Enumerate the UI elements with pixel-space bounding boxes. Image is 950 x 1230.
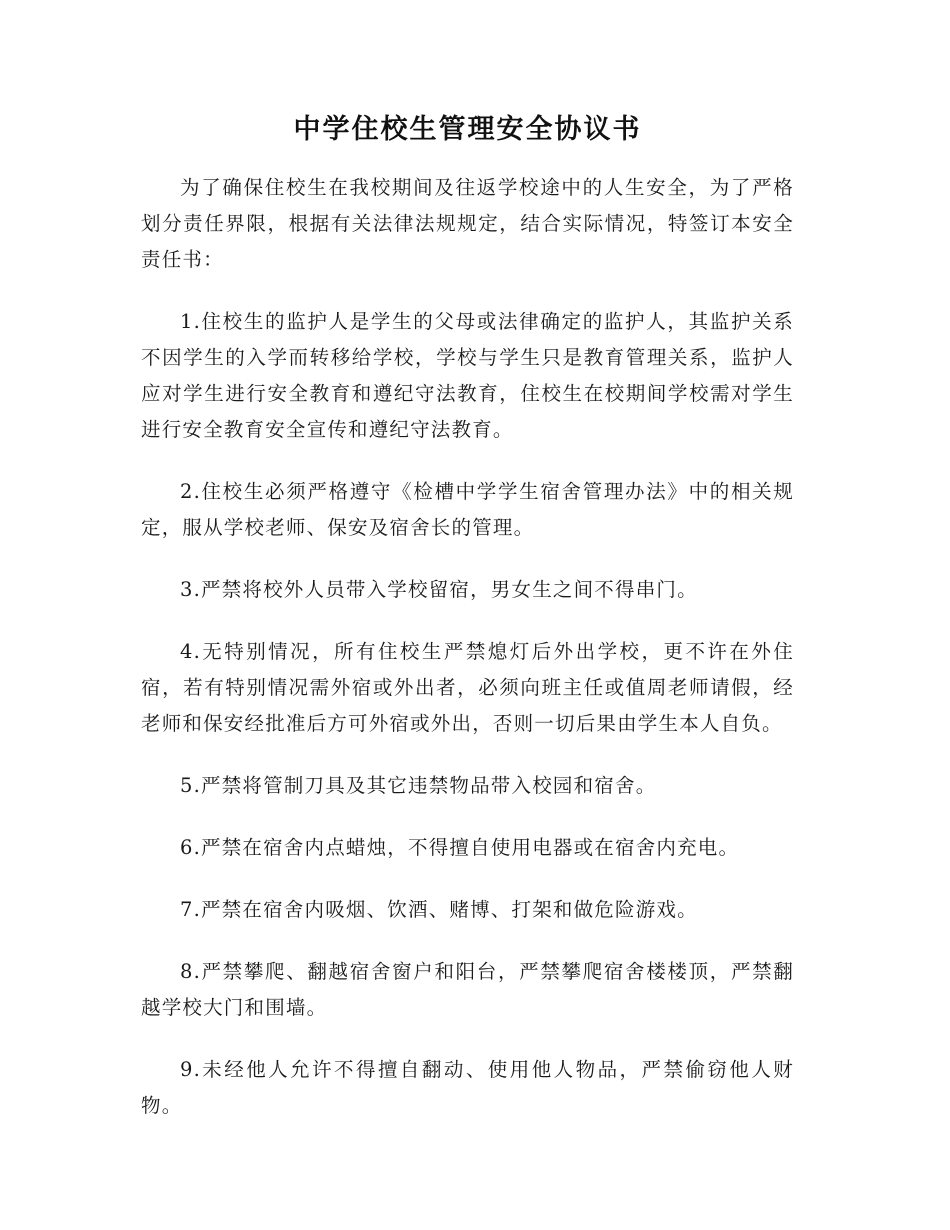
- clause-8: 8.严禁攀爬、翻越宿舍窗户和阳台，严禁攀爬宿舍楼楼顶，严禁翻越学校大门和围墙。: [141, 960, 794, 1019]
- intro-paragraph: 为了确保住校生在我校期间及往返学校途中的人生安全，为了严格划分责任界限，根据有关法律法规规定，结合实际情况，特签订本安全责任书：: [141, 176, 794, 271]
- clause-1: 1.住校生的监护人是学生的父母或法律确定的监护人，其监护关系不因学生的入学而转移给学校，学校与学生只是教育管理关系，监护人应对学生进行安全教育和遵纪守法教育，住校生在校期间学校需对学生进行安全教育安全宣传和遵纪守法教育。: [141, 310, 794, 441]
- clause-9: 9.未经他人允许不得擅自翻动、使用他人物品，严禁偷窃他人财物。: [141, 1058, 794, 1117]
- clause-3: 3.严禁将校外人员带入学校留宿，男女生之间不得串门。: [180, 578, 698, 601]
- clause-6: 6.严禁在宿舍内点蜡烛，不得擅自使用电器或在宿舍内充电。: [180, 836, 740, 859]
- clause-2: 2.住校生必须严格遵守《检槽中学学生宿舍管理办法》中的相关规定，服从学校老师、保安及宿舍长的管理。: [141, 480, 794, 539]
- clause-5: 5.严禁将管制刀具及其它违禁物品带入校园和宿舍。: [180, 774, 657, 797]
- clause-7: 7.严禁在宿舍内吸烟、饮酒、赌博、打架和做危险游戏。: [180, 898, 698, 921]
- document-title: 中学住校生管理安全协议书: [293, 114, 642, 145]
- clause-4: 4.无特别情况，所有住校生严禁熄灯后外出学校，更不许在外住宿，若有特别情况需外宿或外出者，必须向班主任或值周老师请假，经老师和保安经批准后方可外宿或外出，否则一切后果由学生本人自负。: [141, 640, 794, 735]
